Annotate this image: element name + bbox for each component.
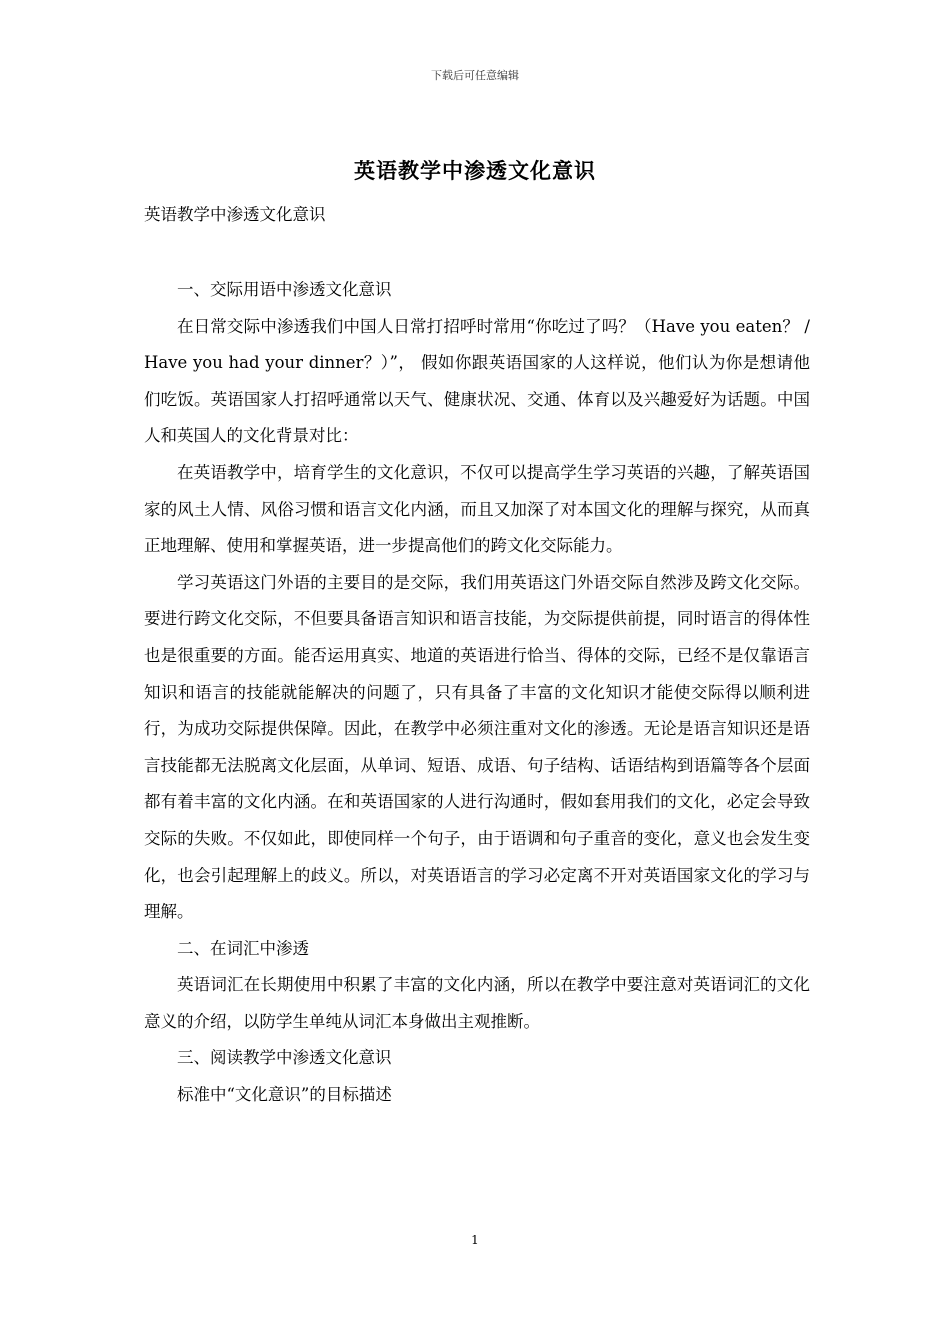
page-number: 1 [471, 1233, 479, 1247]
document-body [144, 272, 810, 1114]
section-heading-3: 三、阅读教学中渗透文化意识 [177, 1048, 392, 1068]
section-heading-1: 一、交际用语中渗透文化意识 [177, 280, 392, 299]
paragraph: 英语词汇在长期使用中积累了丰富的文化内涵，所以在教学中要注意对英语词汇的文化意义的介绍，以防学生单纯从词汇本身做出主观推断。 [144, 975, 810, 1031]
document-title: 英语教学中渗透文化意识 [354, 158, 596, 183]
paragraph: 学习英语这门外语的主要目的是交际，我们用英语这门外语交际自然涉及跨文化交际。要进行跨文化交际，不但要具备语言知识和语言技能，为交际提供前提，同时语言的得体性也是很重要的方面。能否运用真实、地道的英语进行恰当、得体的交际，已经不是仅靠语言知识和语言的技能就能解决的问题了，只有具备了丰富的文化知识才能使交际得以顺利进行，为成功交际提供保障。因此，在教学中必须注重对文化的渗透。无论是语言知识还是语言技能都无法脱离文化层面，从单词、短语、成语、句子结构、话语结构到语篇等各个层面都有着丰富的文化内涵。在和英语国家的人进行沟通时，假如套用我们的文化，必定会导致交际的失败。不仅如此，即使同样一个句子，由于语调和句子重音的变化，意义也会发生变化，也会引起理解上的歧义。所以，对英语语言的学习必定离不开对英语国家文化的学习与理解。 [144, 572, 810, 922]
paragraph: 标准中“文化意识”的目标描述 [177, 1085, 392, 1105]
paragraph: 在日常交际中渗透我们中国人日常打招呼时常用“你吃过了吗？（Have you eaten？ / Have you had your dinner？）”， 假如你跟英语国家的人这样说，他们认为你是想请他们吃饭。英语国家人打招呼通常以天气、健康状况、交通、体育以及兴趣爱好为话题。中国人和英国人的文化背景对比： [144, 316, 810, 446]
section-heading-2: 二、在词汇中渗透 [177, 938, 309, 958]
document-subtitle: 英语教学中渗透文化意识 [144, 205, 326, 224]
paragraph: 在英语教学中，培育学生的文化意识，不仅可以提高学生学习英语的兴趣，了解英语国家的风土人情、风俗习惯和语言文化内涵，而且又加深了对本国文化的理解与探究，从而真正地理解、使用和掌握英语，进一步提高他们的跨文化交际能力。 [144, 462, 810, 556]
header-note: 下载后可任意编辑 [431, 69, 519, 82]
